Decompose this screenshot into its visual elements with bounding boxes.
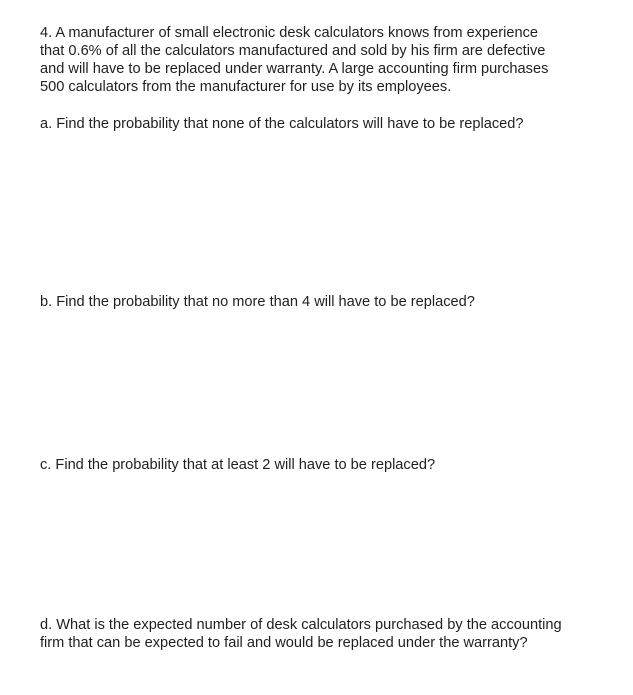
- question-a: [40, 115, 524, 133]
- question-d: [40, 616, 562, 652]
- question-d-line-2: firm that can be expected to fail and would be replaced under the warranty?: [40, 635, 528, 651]
- question-c: [40, 456, 435, 474]
- question-d-line-1: d. What is the expected number of desk calculators purchased by the accounting: [40, 617, 562, 633]
- problem-statement: [40, 24, 548, 96]
- problem-line-3: and will have to be replaced under warranty. A large accounting firm purchases: [40, 61, 549, 77]
- question-c-text: c. Find the probability that at least 2 will have to be replaced?: [40, 457, 436, 473]
- problem-line-1: 4. A manufacturer of small electronic desk calculators knows from experience: [40, 25, 539, 41]
- problem-line-4: 500 calculators from the manufacturer for use by its employees.: [40, 79, 452, 95]
- question-a-text: a. Find the probability that none of the calculators will have to be replaced?: [40, 116, 524, 132]
- question-b: [40, 293, 475, 311]
- problem-line-2: that 0.6% of all the calculators manufactured and sold by his firm are defective: [40, 43, 546, 59]
- question-b-text: b. Find the probability that no more than 4 will have to be replaced?: [40, 294, 475, 310]
